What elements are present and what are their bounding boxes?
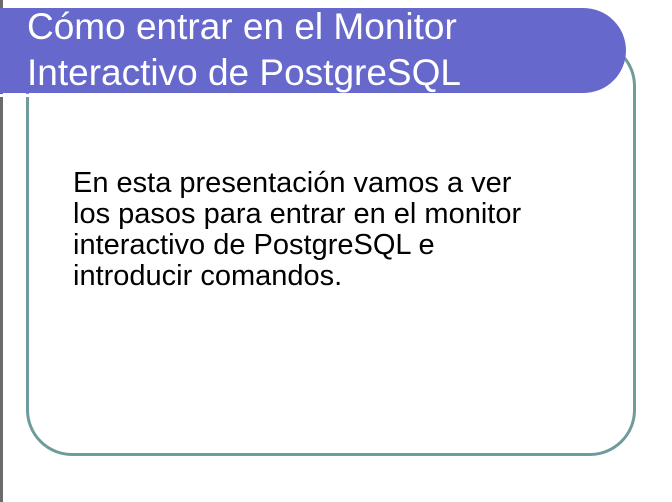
body-line-4: introducir comandos. xyxy=(73,260,343,292)
slide-title-line-2: Interactivo de PostgreSQL xyxy=(27,52,461,93)
body-line-1: En esta presentación vamos a ver xyxy=(73,167,512,199)
body-line-2: los pasos para entrar en el monitor xyxy=(73,198,522,230)
body-line-3: interactivo de PostgreSQL e xyxy=(73,229,435,261)
title-underline xyxy=(0,94,593,97)
slide-body-text xyxy=(73,168,613,292)
slide-title-line-1: Cómo entrar en el Monitor xyxy=(27,6,457,47)
slide-title xyxy=(27,4,461,96)
